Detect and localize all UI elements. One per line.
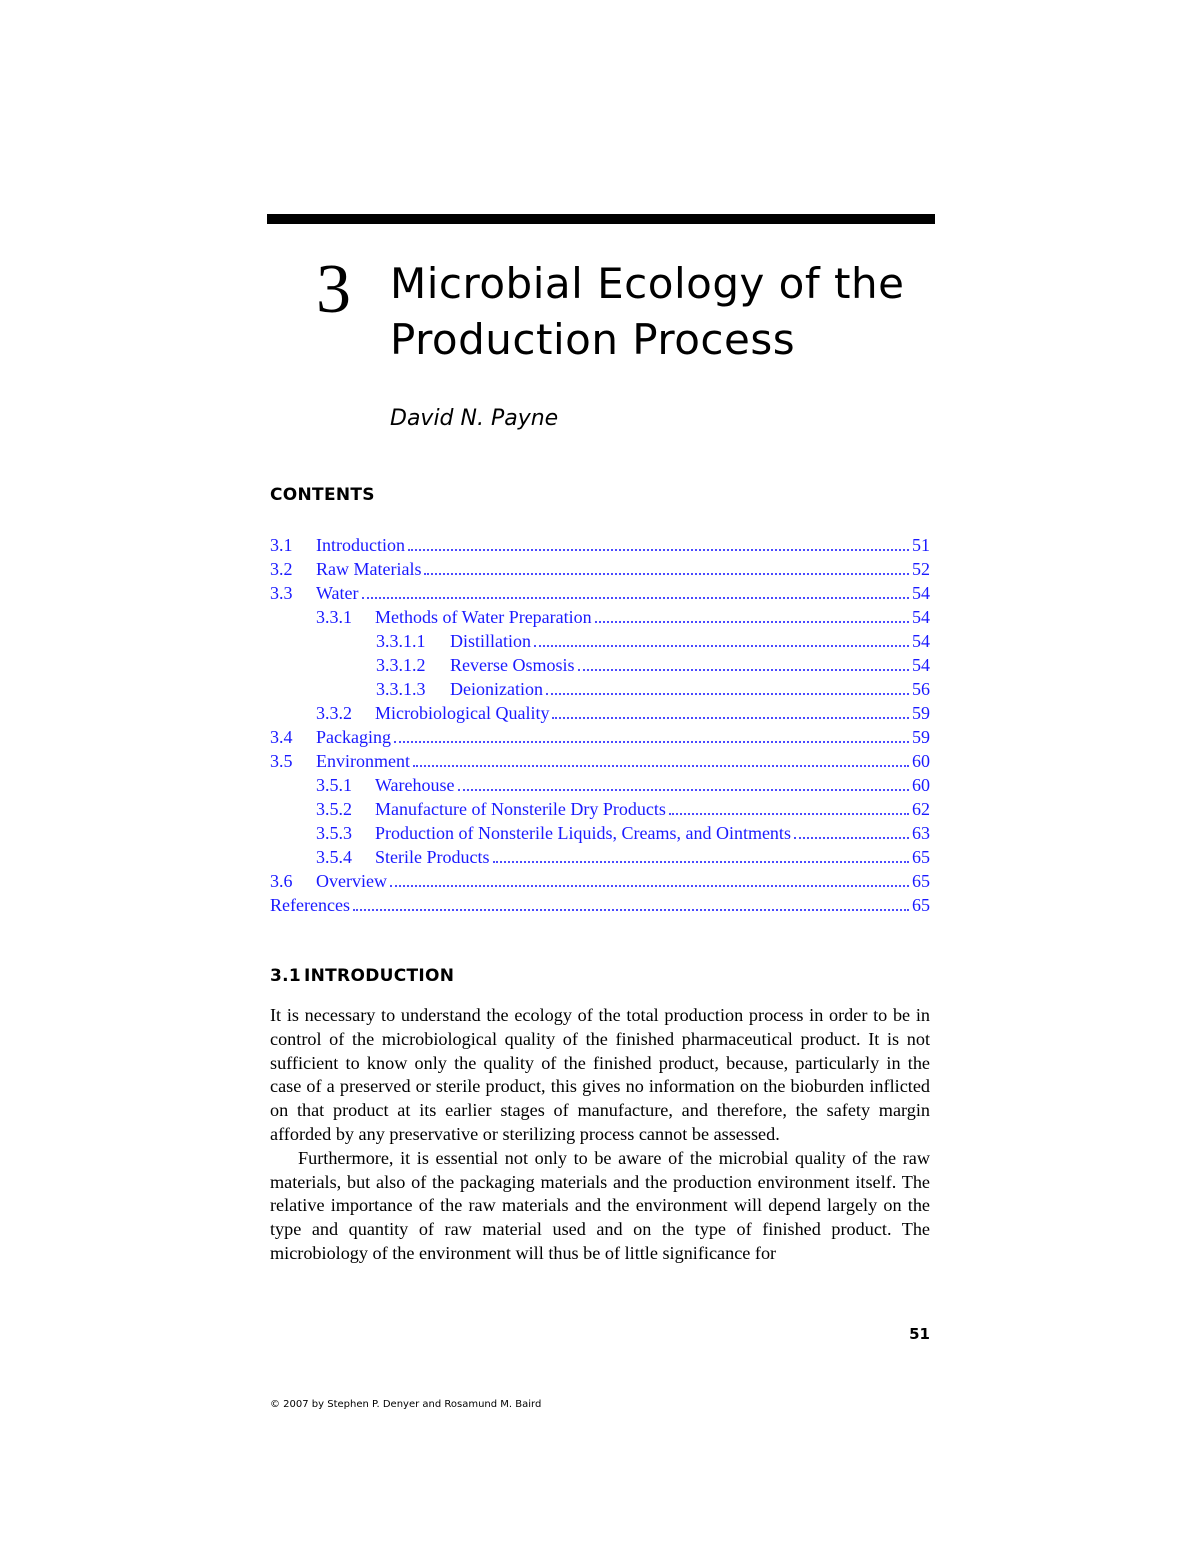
toc-leader-dots (424, 573, 909, 575)
toc-leader-dots (552, 717, 909, 719)
toc-entry-page: 52 (912, 559, 930, 579)
toc-entry-page: 54 (912, 583, 930, 603)
copyright-notice: © 2007 by Stephen P. Denyer and Rosamund M. Baird (270, 1399, 542, 1410)
toc-entry-page: 65 (912, 871, 930, 891)
toc-leader-dots (394, 741, 909, 743)
toc-entry-page: 59 (912, 727, 930, 747)
toc-entry-label: Sterile Products (375, 847, 490, 867)
toc-entry-number: 3.4 (270, 727, 293, 747)
toc-leader-dots (458, 789, 909, 791)
chapter-title (390, 256, 904, 368)
page-number: 51 (909, 1325, 930, 1343)
contents-heading: CONTENTS (270, 485, 375, 505)
toc-entry-number: 3.5.1 (316, 775, 352, 795)
toc-entry-label: Deionization (450, 679, 543, 699)
toc-leader-dots (534, 645, 909, 647)
toc-entry[interactable] (270, 751, 930, 775)
toc-leader-dots (390, 885, 909, 887)
toc-leader-dots (595, 621, 909, 623)
toc-leader-dots (493, 861, 910, 863)
toc-leader-dots (362, 597, 909, 599)
toc-entry[interactable] (270, 631, 930, 655)
chapter-rule (267, 214, 935, 224)
toc-leader-dots (408, 549, 909, 551)
chapter-title-line-1: Microbial Ecology of the (390, 259, 905, 308)
toc-entry-label: Environment (316, 751, 410, 771)
body-text (270, 1004, 930, 1266)
toc-entry-page: 60 (912, 775, 930, 795)
toc-leader-dots (578, 669, 910, 671)
toc-entry-references[interactable] (270, 895, 930, 919)
paragraph: Furthermore, it is essential not only to be aware of the microbial quality of the raw materials, but also of the packaging materials and the production environment itself. The relative importance of the raw materials and the environment will depend largely on the type and quantity of raw material used and on the type of finished product. The microbiology of the environment will thus be of little significance for (270, 1147, 930, 1263)
toc-entry-label: Microbiological Quality (375, 703, 550, 723)
toc-entry-page: 54 (912, 655, 930, 675)
toc-entry-page: 51 (912, 535, 930, 555)
toc-entry[interactable] (270, 535, 930, 559)
toc-entry-page: 62 (912, 799, 930, 819)
toc-entry-label: Overview (316, 871, 387, 891)
toc-entry-number: 3.2 (270, 559, 293, 579)
toc-entry-number: 3.3.1 (316, 607, 352, 627)
toc-entry-number: 3.3.1.3 (376, 679, 426, 699)
toc-entry[interactable] (270, 607, 930, 631)
toc-entry-page: 54 (912, 607, 930, 627)
chapter-title-line-2: Production Process (390, 315, 796, 364)
toc-entry[interactable] (270, 847, 930, 871)
toc-entry[interactable] (270, 823, 930, 847)
toc-entry-label: Methods of Water Preparation (375, 607, 592, 627)
toc-entry-number: 3.5.3 (316, 823, 352, 843)
toc-entry-number: 3.5.2 (316, 799, 352, 819)
toc-entry-page: 59 (912, 703, 930, 723)
toc-entry[interactable] (270, 583, 930, 607)
toc-entry-page: 60 (912, 751, 930, 771)
toc-entry-page: 63 (912, 823, 930, 843)
section-title: INTRODUCTION (304, 966, 455, 986)
section-number: 3.1 (270, 966, 302, 986)
toc-entry-page: 65 (912, 895, 930, 915)
paragraph: It is necessary to understand the ecology of the total production process in order to be in control of the microbiological quality of the finished pharmaceutical product. It is not sufficient to know only the quality of the finished product, because, particularly in the case of a preserved or sterile product, this gives no information on the bioburden inflicted on that product at its earlier stages of manufacture, and therefore, the safety margin afforded by any preservative or sterilizing process cannot be assessed. (270, 1005, 930, 1144)
toc-entry-label: Warehouse (375, 775, 455, 795)
toc-entry-number: 3.5.4 (316, 847, 352, 867)
toc-entry-number: 3.5 (270, 751, 293, 771)
toc-entry-label: Reverse Osmosis (450, 655, 575, 675)
toc-entry-label: Introduction (316, 535, 405, 555)
toc-entry-page: 54 (912, 631, 930, 651)
toc-entry[interactable] (270, 799, 930, 823)
toc-entry-number: 3.3.1.1 (376, 631, 426, 651)
toc-entry[interactable] (270, 679, 930, 703)
toc-entry[interactable] (270, 727, 930, 751)
toc-leader-dots (546, 693, 909, 695)
toc-leader-dots (669, 813, 909, 815)
toc-entry-number: 3.3 (270, 583, 293, 603)
toc-leader-dots (413, 765, 909, 767)
section-heading (270, 966, 454, 986)
toc-entry-number: 3.6 (270, 871, 293, 891)
toc-entry-number: 3.3.1.2 (376, 655, 426, 675)
toc-entry-number: 3.1 (270, 535, 293, 555)
toc-entry-label: Raw Materials (316, 559, 422, 579)
toc-entry-page: 65 (912, 847, 930, 867)
toc-entry[interactable] (270, 703, 930, 727)
toc-entry-label: Manufacture of Nonsterile Dry Products (375, 799, 666, 819)
toc-entry[interactable] (270, 871, 930, 895)
toc-leader-dots (794, 837, 909, 839)
toc-entry-label: Production of Nonsterile Liquids, Creams, and Ointments (375, 823, 791, 843)
toc-entry[interactable] (270, 559, 930, 583)
chapter-number: 3 (316, 251, 351, 328)
toc-entry-page: 56 (912, 679, 930, 699)
toc-entry-label: References (270, 895, 350, 915)
toc-entry[interactable] (270, 655, 930, 679)
toc-entry[interactable] (270, 775, 930, 799)
toc-leader-dots (353, 909, 909, 911)
toc-entry-number: 3.3.2 (316, 703, 352, 723)
table-of-contents (270, 535, 930, 919)
author-name: David N. Payne (390, 406, 559, 431)
toc-entry-label: Distillation (450, 631, 531, 651)
toc-entry-label: Water (316, 583, 359, 603)
toc-entry-label: Packaging (316, 727, 391, 747)
